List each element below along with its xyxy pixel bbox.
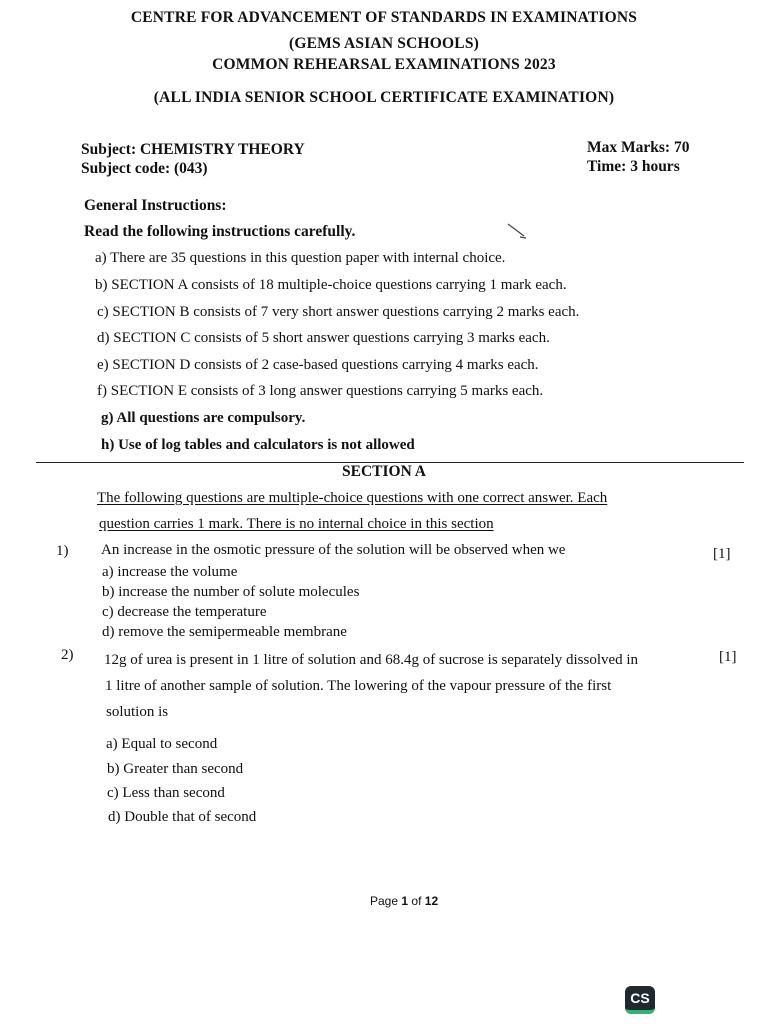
section-a-intro-line1: The following questions are multiple-choice questions with one correct answer. Each — [97, 490, 608, 506]
question-marks: [1] — [713, 546, 731, 562]
instructions-subheading: Read the following instructions carefully. — [84, 223, 356, 240]
option: b) increase the number of solute molecules — [102, 584, 360, 600]
page-of: of — [411, 894, 422, 908]
instruction-item: b) SECTION A consists of 18 multiple-choice questions carrying 1 mark each. — [95, 277, 567, 293]
page-total: 12 — [424, 894, 439, 908]
page-current: 1 — [401, 894, 409, 908]
instructions-heading: General Instructions: — [84, 197, 227, 214]
header-certificate: (ALL INDIA SENIOR SCHOOL CERTIFICATE EXAMINATION) — [153, 89, 615, 106]
option: b) Greater than second — [107, 761, 244, 777]
question-number: 2) — [61, 647, 74, 663]
subject-code: Subject code: (043) — [81, 160, 208, 177]
question-number: 1) — [56, 543, 69, 559]
instruction-item: d) SECTION C consists of 5 short answer questions carrying 3 marks each. — [97, 330, 550, 346]
instruction-item: h) Use of log tables and calculators is not allowed — [101, 437, 415, 453]
section-a-intro-line2: question carries 1 mark. There is no internal choice in this section — [99, 516, 494, 532]
subject-name: Subject: CHEMISTRY THEORY — [81, 141, 305, 158]
pen-stroke-mark — [506, 222, 528, 242]
question-text: 12g of urea is present in 1 litre of solution and 68.4g of sucrose is separately dissolved in — [104, 652, 639, 668]
option: a) Equal to second — [106, 736, 218, 752]
question-text: 1 litre of another sample of solution. The lowering of the vapour pressure of the first — [105, 678, 612, 694]
instruction-item: a) There are 35 questions in this question paper with internal choice. — [95, 250, 506, 266]
header-school: (GEMS ASIAN SCHOOLS) — [288, 35, 480, 52]
option: c) Less than second — [107, 785, 225, 801]
instruction-item: e) SECTION D consists of 2 case-based questions carrying 4 marks each. — [97, 357, 539, 373]
option: a) increase the volume — [102, 564, 238, 580]
question-text: An increase in the osmotic pressure of the solution will be observed when we — [101, 542, 566, 558]
section-a-title: SECTION A — [342, 463, 426, 480]
question-text: solution is — [106, 704, 169, 720]
option: d) Double that of second — [108, 809, 257, 825]
option: d) remove the semipermeable membrane — [102, 624, 347, 640]
option: c) decrease the temperature — [102, 604, 267, 620]
instruction-item: f) SECTION E consists of 3 long answer questions carrying 5 marks each. — [97, 383, 544, 399]
camscanner-logo: CS — [625, 986, 655, 1014]
question-marks: [1] — [719, 649, 737, 665]
page-prefix: Page — [370, 894, 399, 908]
header-exam: COMMON REHEARSAL EXAMINATIONS 2023 — [212, 56, 556, 73]
instruction-item: g) All questions are compulsory. — [101, 410, 306, 426]
page-number — [370, 894, 438, 908]
max-marks: Max Marks: 70 — [587, 139, 690, 156]
header-institution: CENTRE FOR ADVANCEMENT OF STANDARDS IN EXAMINATIONS — [130, 9, 638, 26]
instruction-item: c) SECTION B consists of 7 very short answer questions carrying 2 marks each. — [97, 304, 580, 320]
time-allowed: Time: 3 hours — [587, 158, 680, 175]
